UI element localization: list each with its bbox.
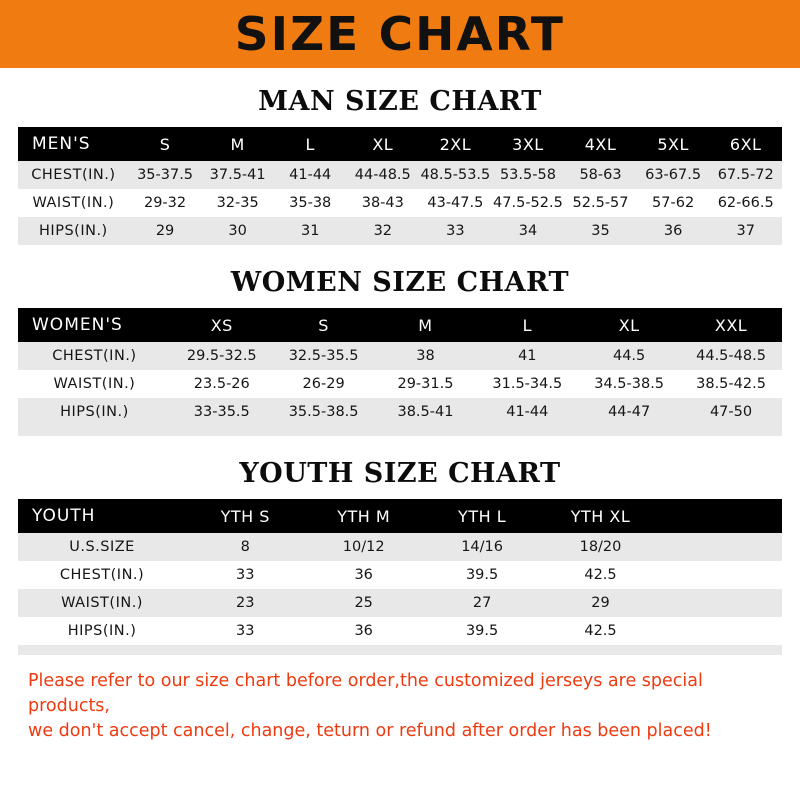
header-cell: YTH L [423,499,541,533]
header-cell: XS [171,308,273,342]
cell: 32-35 [201,189,274,217]
header-cell: WOMEN'S [18,308,171,342]
table-header-row [18,499,782,533]
cell: 31 [274,217,347,245]
cell: 33-35.5 [171,398,273,426]
header-cell-spacer [660,499,782,533]
cell: 35-37.5 [129,161,202,189]
header-cell: S [129,127,202,161]
cell: 29.5-32.5 [171,342,273,370]
row-label: HIPS(IN.) [18,217,129,245]
content-area [0,86,800,744]
cell: 26-29 [273,370,375,398]
header-cell: YTH XL [541,499,659,533]
cell: 35.5-38.5 [273,398,375,426]
row-label: CHEST(IN.) [18,342,171,370]
header-cell: XXL [680,308,782,342]
cell: 29 [541,589,659,617]
row-label: U.S.SIZE [18,533,186,561]
women-size-table [18,308,782,426]
cell: 41 [476,342,578,370]
table-bottom-stripe [18,426,782,436]
row-label: WAIST(IN.) [18,589,186,617]
cell: 35 [564,217,637,245]
header-cell: L [274,127,347,161]
cell: 18/20 [541,533,659,561]
page-title: SIZE CHART [234,7,566,61]
table-bottom-stripe [18,645,782,655]
cell: 30 [201,217,274,245]
table-row [18,161,782,189]
cell: 31.5-34.5 [476,370,578,398]
header-cell: MEN'S [18,127,129,161]
table-row [18,342,782,370]
cell: 57-62 [637,189,710,217]
cell: 36 [304,561,422,589]
cell: 10/12 [304,533,422,561]
cell: 34.5-38.5 [578,370,680,398]
cell: 42.5 [541,617,659,645]
table-header-row [18,308,782,342]
table-row [18,533,782,561]
cell: 38-43 [347,189,420,217]
cell: 36 [304,617,422,645]
header-cell: YTH M [304,499,422,533]
table-row [18,561,782,589]
row-label: WAIST(IN.) [18,189,129,217]
cell: 37 [709,217,782,245]
cell-spacer [660,561,782,589]
cell: 53.5-58 [492,161,565,189]
cell: 38.5-41 [375,398,477,426]
cell: 29-32 [129,189,202,217]
table-row [18,617,782,645]
section-title-man: MAN SIZE CHART [258,86,542,117]
header-cell: 3XL [492,127,565,161]
cell-spacer [660,617,782,645]
cell: 37.5-41 [201,161,274,189]
cell: 36 [637,217,710,245]
header-cell: M [375,308,477,342]
cell: 39.5 [423,617,541,645]
cell: 29 [129,217,202,245]
order-notice [28,669,772,744]
row-label: CHEST(IN.) [18,161,129,189]
cell: 23 [186,589,304,617]
cell: 47-50 [680,398,782,426]
cell: 27 [423,589,541,617]
page-banner [0,0,800,68]
cell: 25 [304,589,422,617]
cell: 23.5-26 [171,370,273,398]
cell: 14/16 [423,533,541,561]
section-title-women: WOMEN SIZE CHART [230,267,570,298]
cell: 44-48.5 [347,161,420,189]
table-row [18,189,782,217]
cell: 39.5 [423,561,541,589]
header-cell: M [201,127,274,161]
cell: 34 [492,217,565,245]
cell-spacer [660,589,782,617]
cell-spacer [660,533,782,561]
man-size-table [18,127,782,245]
cell: 41-44 [476,398,578,426]
header-cell: 6XL [709,127,782,161]
header-cell: XL [347,127,420,161]
header-cell: XL [578,308,680,342]
cell: 33 [186,561,304,589]
cell: 29-31.5 [375,370,477,398]
cell: 38 [375,342,477,370]
cell: 32.5-35.5 [273,342,375,370]
cell: 47.5-52.5 [492,189,565,217]
section-title-youth: YOUTH SIZE CHART [239,458,561,489]
cell: 41-44 [274,161,347,189]
cell: 44.5-48.5 [680,342,782,370]
header-cell: L [476,308,578,342]
row-label: WAIST(IN.) [18,370,171,398]
cell: 58-63 [564,161,637,189]
header-cell: 5XL [637,127,710,161]
cell: 43-47.5 [419,189,492,217]
cell: 33 [186,617,304,645]
header-cell: 2XL [419,127,492,161]
row-label: CHEST(IN.) [18,561,186,589]
cell: 67.5-72 [709,161,782,189]
cell: 44.5 [578,342,680,370]
order-notice-line-2: we don't accept cancel, change, teturn or refund after order has been placed! [28,720,712,741]
order-notice-line-1: Please refer to our size chart before order,the customized jerseys are special products, [28,671,703,716]
cell: 35-38 [274,189,347,217]
cell: 33 [419,217,492,245]
table-row [18,398,782,426]
cell: 8 [186,533,304,561]
cell: 32 [347,217,420,245]
cell: 44-47 [578,398,680,426]
row-label: HIPS(IN.) [18,398,171,426]
header-cell: 4XL [564,127,637,161]
cell: 42.5 [541,561,659,589]
table-row [18,370,782,398]
youth-size-table [18,499,782,645]
table-header-row [18,127,782,161]
cell: 48.5-53.5 [419,161,492,189]
cell: 38.5-42.5 [680,370,782,398]
table-row [18,589,782,617]
cell: 62-66.5 [709,189,782,217]
header-cell: YTH S [186,499,304,533]
cell: 52.5-57 [564,189,637,217]
row-label: HIPS(IN.) [18,617,186,645]
table-row [18,217,782,245]
cell: 63-67.5 [637,161,710,189]
header-cell: S [273,308,375,342]
header-cell: YOUTH [18,499,186,533]
